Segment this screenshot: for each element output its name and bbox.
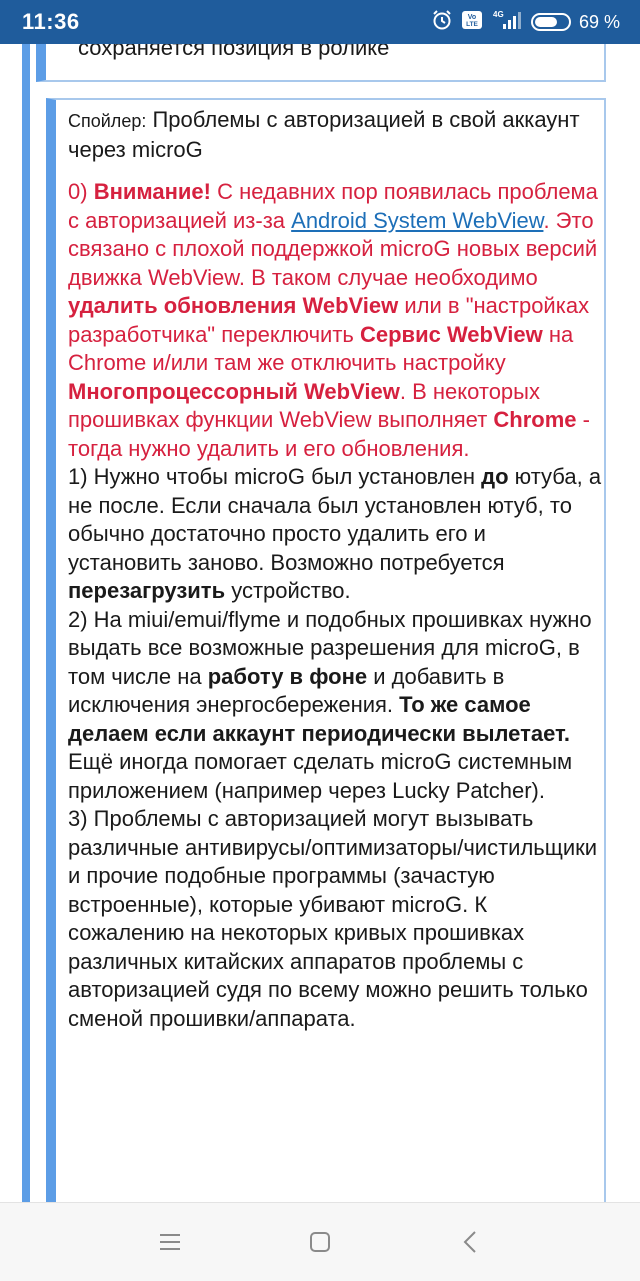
menu-button[interactable]: [150, 1222, 190, 1262]
paragraph-2: [68, 606, 602, 806]
paragraph-1: [68, 463, 602, 606]
p0-bold-3: Многопроцессорный WebView: [68, 378, 400, 404]
spoiler-block[interactable]: [46, 98, 606, 1202]
p0-warning-label: Внимание!: [93, 179, 211, 204]
p1-bold-2: перезагрузить: [68, 578, 226, 603]
p1-text-3: устройство.: [225, 578, 351, 603]
back-button[interactable]: [450, 1222, 490, 1262]
previous-quote-text: сохраняется позиция в ролике: [78, 44, 390, 60]
svg-text:Vo: Vo: [467, 13, 477, 21]
paragraph-0-warning: [68, 178, 602, 463]
p0-text-3: или в "настройках разработчика" переключить: [68, 293, 590, 347]
status-icons: [431, 9, 620, 36]
volte-icon: [461, 9, 483, 36]
p0-text-2: . Это связано с плохой поддержкой microG новых версий движка WebView. В таком случае необходимо: [68, 207, 598, 290]
status-bar: [0, 0, 640, 44]
p0-text-4: на Chrome и/или там же отключить настройку: [68, 321, 574, 375]
p2-bold-2: То же самое делаем если аккаунт периодически вылетает.: [68, 692, 571, 746]
p0-text-5: . В некоторых прошивках функции WebView выполняет: [68, 378, 540, 432]
paragraph-3: [68, 805, 602, 1033]
p1-text-2: ютуба, а не после. Если сначала был установлен ютуб, то обычно достаточно просто удалить его и установить заново. Возможно потребуется: [68, 464, 602, 575]
status-time: 11:36: [22, 9, 80, 34]
battery-percent: 69 %: [578, 11, 620, 32]
p0-bold-1: удалить обновления WebView: [68, 293, 399, 318]
p2-text-2: и добавить в исключения энергосбережения.: [68, 663, 505, 717]
p3-text-1: 3) Проблемы с авторизацией могут вызывать различные антивирусы/оптимизаторы/чистильщики и прочие подобные программы (зачастую встроенные), которые убивают microG. К сожалению на некоторых кривых прошивках различных китайских аппаратов проблемы с авторизацией судя по всему можно решить только сменой прошивки/аппарата.: [68, 806, 598, 1031]
android-webview-link[interactable]: Android System WebView: [291, 207, 544, 233]
p0-bold-4: Chrome: [493, 407, 577, 432]
p2-bold-1: работу в фоне: [207, 663, 368, 689]
back-chevron-icon: [462, 1230, 478, 1254]
p2-text-3: Ещё иногда помогает сделать microG системным приложением (например через Lucky Patcher).: [68, 749, 573, 803]
menu-icon: [159, 1233, 181, 1251]
p1-text-1: 1) Нужно чтобы microG был установлен: [68, 464, 482, 489]
spoiler-label: Спойлер:: [68, 111, 147, 131]
spoiler-header[interactable]: [68, 106, 602, 164]
p2-text-1: 2) На miui/emui/flyme и подобных прошивках нужно выдать все возможные разрешения для microG, в том числе на: [68, 606, 592, 689]
p0-text-6: - тогда нужно удалить и его обновления.: [68, 407, 590, 461]
post-content[interactable]: [0, 44, 640, 1202]
home-square-icon: [309, 1231, 331, 1253]
home-button[interactable]: [300, 1222, 340, 1262]
svg-text:4G: 4G: [492, 9, 504, 19]
p1-bold-1: до: [481, 464, 509, 489]
spoiler-title: Проблемы с авторизацией в свой аккаунт через microG: [68, 107, 580, 162]
battery-icon: [531, 13, 571, 31]
system-nav-bar: [0, 1202, 640, 1281]
p0-text-1: С недавних пор появилась проблема с авторизацией из-за: [68, 179, 598, 233]
previous-quote-block: [36, 44, 606, 82]
alarm-clock-icon: [431, 9, 453, 36]
svg-text:LTE: LTE: [466, 20, 478, 28]
signal-4g-icon: [491, 9, 523, 36]
p0-bold-2: Сервис WebView: [359, 321, 543, 347]
spoiler-body: [68, 106, 602, 1033]
outer-quote-bar: [22, 44, 30, 1202]
p0-number: 0): [68, 179, 94, 204]
